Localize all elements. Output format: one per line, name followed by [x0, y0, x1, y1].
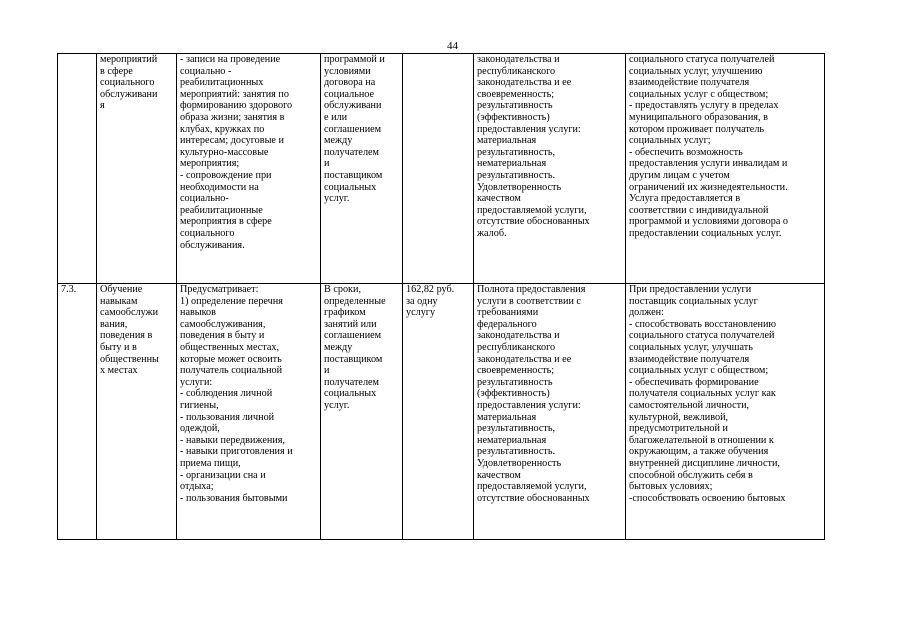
service-terms-cell: В сроки, определенные графиком занятий или соглашением между поставщиком и получателем социальных услуг.	[321, 284, 403, 540]
tariff-cell: 162,82 руб. за одну услугу	[403, 284, 474, 540]
service-terms-cell: программой и условиями договора на социальное обслуживани е или соглашением между получателем и поставщиком социальных услуг.	[321, 54, 403, 284]
row-number-cell: 7.3.	[58, 284, 97, 540]
provision-conditions-cell: При предоставлении услуги поставщик социальных услуг должен: - способствовать восстановлению социального статуса получателей социальных услуг, улучшать взаимодействие получателя социальных услуг с обществом; - обеспечивать формирование получателя социальных услуг как самостоятельной личности, культурной, вежливой, предусмотрительной и благожелательной в отношении к окружающим, а также обучения внутренней дисциплине личности, способной обслужить себя в бытовых условиях; -способствовать освоению бытовых	[626, 284, 825, 540]
service-content-cell: - записи на проведение социально - реабилитационных мероприятий: занятия по формированию здорового образа жизни; занятия в клубах, кружках по интересам; досуговые и культурно-массовые мероприятия; - сопровождение при необходимости на социально- реабилитационные мероприятия в сфере социального обслуживания.	[177, 54, 321, 284]
table-row	[58, 284, 825, 540]
tariff-cell	[403, 54, 474, 284]
quality-indicators-cell: законодательства и республиканского законодательства и ее своевременность; результативность (эффективность) предоставления услуги: материальная результативность, нематериальная результативность. Удовлетворенность качеством предоставляемой услуги, отсутствие обоснованных жалоб.	[474, 54, 626, 284]
page-number: 44	[447, 40, 458, 52]
quality-indicators-cell: Полнота предоставления услуги в соответствии с требованиями федерального законодательства и республиканского законодательства и ее своевременность; результативность (эффективность) предоставления услуги: материальная результативность, нематериальная результативность. Удовлетворенность качеством предоставляемой услуги, отсутствие обоснованных	[474, 284, 626, 540]
services-table	[57, 53, 825, 540]
table-row	[58, 54, 825, 284]
provision-conditions-cell: социального статуса получателей социальных услуг, улучшению взаимодействие получателя социальных услуг с обществом; - предоставлять услугу в пределах муниципального образования, в котором проживает получатель социальных услуг; - обеспечить возможность предоставления услуги инвалидам и другим лицам с учетом ограничений их жизнедеятельности. Услуга предоставляется в соответствии с индивидуальной программой и условиями договора о предоставлении социальных услуг.	[626, 54, 825, 284]
service-name-cell: Обучение навыкам самообслужи вания, поведения в быту и в общественны х местах	[97, 284, 177, 540]
service-name-cell: мероприятий в сфере социального обслуживани я	[97, 54, 177, 284]
row-number-cell	[58, 54, 97, 284]
service-content-cell: Предусматривает: 1) определение перечня навыков самообслуживания, поведения в быту и общественных местах, которые может освоить получатель социальной услуги: - соблюдения личной гигиены, - пользования личной одеждой, - навыки передвижения, - навыки приготовления и приема пищи, - организации сна и отдыха; - пользования бытовыми	[177, 284, 321, 540]
